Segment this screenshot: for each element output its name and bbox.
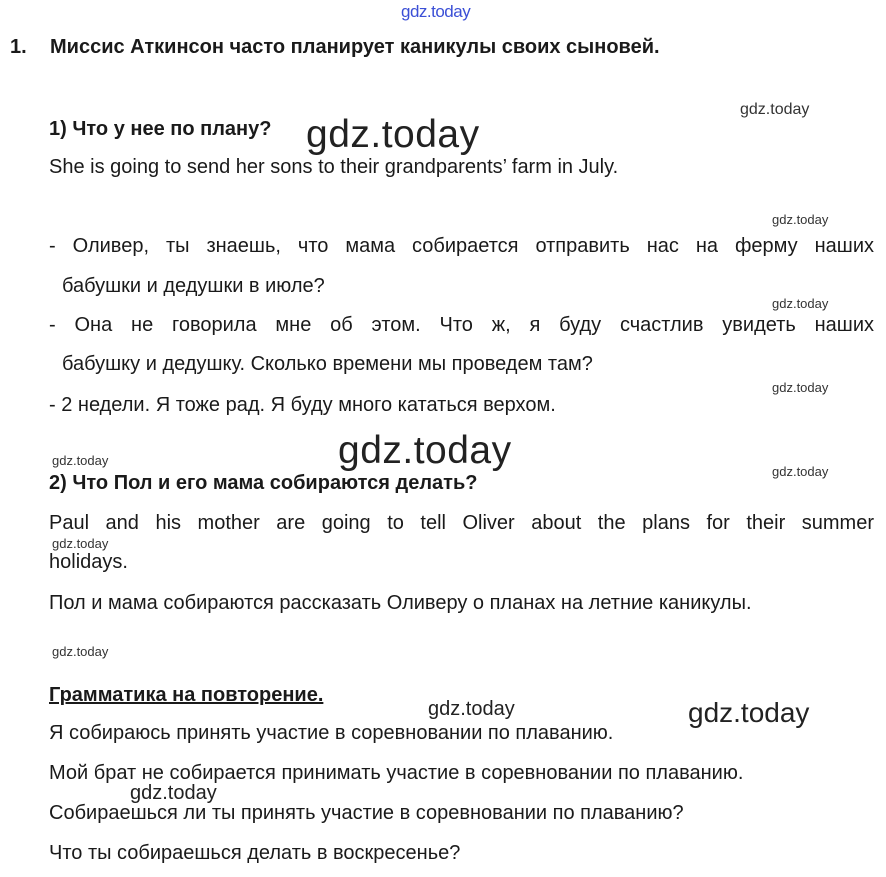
question-2-answer-cont: holidays. (49, 551, 128, 573)
question-2-translation: Пол и мама собираются рассказать Оливеру о планах на летние каникулы. (49, 592, 752, 614)
dialogue-line-1: - Оливер, ты знаешь, что мама собирается отправить нас на ферму наших (49, 235, 874, 257)
watermark-large: gdz.today (338, 429, 512, 472)
dialogue-line-2: - Она не говорила мне об этом. Что ж, я буду счастлив увидеть наших (49, 314, 874, 336)
grammar-heading: Грамматика на повторение. (49, 684, 324, 706)
watermark: gdz.today (772, 380, 829, 395)
watermark: gdz.today (52, 536, 109, 551)
question-1-heading: 1) Что у нее по плану? (49, 118, 272, 140)
question-1-answer: She is going to send her sons to their grandparents’ farm in July. (49, 156, 619, 178)
watermark: gdz.today (772, 296, 829, 311)
task-header (10, 36, 660, 59)
watermark-large: gdz.today (306, 113, 480, 156)
watermark: gdz.today (52, 644, 109, 659)
watermark: gdz.today (740, 101, 810, 118)
grammar-sentence: Собираешься ли ты принять участие в соревновании по плаванию? (49, 802, 684, 824)
question-2-answer: Paul and his mother are going to tell Oliver about the plans for their summer (49, 512, 874, 534)
watermark: gdz.today (52, 453, 109, 468)
task-title: Миссис Аткинсон часто планирует каникулы своих сыновей. (50, 36, 660, 58)
watermark: gdz.today (428, 698, 515, 720)
watermark-top: gdz.today (401, 2, 471, 21)
grammar-sentence: Я собираюсь принять участие в соревновании по плаванию. (49, 722, 614, 744)
dialogue-line-1-cont: бабушки и дедушки в июле? (62, 275, 325, 297)
grammar-sentence: Мой брат не собирается принимать участие в соревновании по плаванию. (49, 762, 744, 784)
task-number: 1. (10, 36, 27, 58)
grammar-sentence: Что ты собираешься делать в воскресенье? (49, 842, 461, 864)
dialogue-line-2-cont: бабушку и дедушку. Сколько времени мы проведем там? (62, 353, 593, 375)
question-2-heading: 2) Что Пол и его мама собираются делать? (49, 472, 478, 494)
watermark: gdz.today (772, 212, 829, 227)
watermark: gdz.today (130, 782, 217, 804)
watermark: gdz.today (772, 464, 829, 479)
watermark: gdz.today (688, 697, 810, 728)
dialogue-line-3: - 2 недели. Я тоже рад. Я буду много кататься верхом. (49, 394, 556, 416)
